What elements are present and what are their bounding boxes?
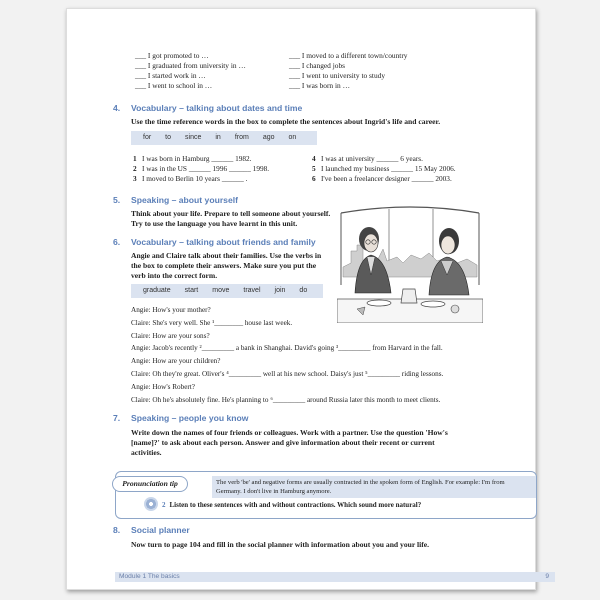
sentence: 3 I moved to Berlin 10 years ______ . [133, 174, 248, 183]
section-7-text: Write down the names of four friends or colleagues. Work with a partner. Use the question 'How's [name]?' to ask about each person. Answer and give information about their recent or current activities. [131, 428, 448, 457]
section-5-text: Think about your life. Prepare to tell someone about yourself. Try to use the language you have learnt in this unit. [131, 209, 331, 228]
page-footer [115, 572, 555, 582]
list-item: ___ I went to university to study [289, 71, 386, 80]
section-4-heading: 4. Vocabulary – talking about dates and time [113, 103, 303, 113]
section-6-heading: 6. Vocabulary – talking about friends and family [113, 237, 316, 247]
dialogue-line: Angie: How's Robert? [131, 382, 195, 391]
word-box-4 [131, 131, 317, 145]
pronunciation-tip-panel [115, 471, 537, 519]
word-box-6 [131, 284, 323, 298]
dialogue-line: Claire: Oh they're great. Oliver's ⁴_________ well at his new school. Daisy's just ⁵_________ riding lessons. [131, 369, 444, 378]
listening-task: 2 Listen to these sentences with and without contractions. Which sound more natural? [162, 501, 422, 509]
dialogue-line: Angie: How's your mother? [131, 306, 211, 314]
list-item: ___ I changed jobs [289, 61, 346, 70]
sentence: 1 I was born in Hamburg ______ 1982. [133, 154, 252, 163]
intro-left-list [135, 51, 246, 91]
dialogue-line: Angie: Jacob's recently ²_________ a bank in Shanghai. David's going ³_________ from Harvard in the fall. [131, 344, 443, 353]
list-item: ___ I went to school in … [135, 81, 213, 90]
audio-cd-icon[interactable] [144, 497, 158, 511]
section-6-instruction: Angie and Claire talk about their families. Use the verbs in the box to complete their answers. Make sure you put the verb into the correct form. [131, 251, 322, 280]
sentence: 2 I was in the US ______ 1996 ______ 1998. [133, 164, 270, 173]
list-item: ___ I started work in … [135, 71, 206, 80]
list-item: ___ I got promoted to … [135, 51, 209, 60]
word-item: join [274, 287, 286, 294]
word-item: on [288, 134, 297, 141]
sentence: 4 I was at university ______ 6 years. [312, 154, 423, 163]
word-item: in [215, 134, 221, 141]
dialogue-line: Angie: How are your children? [131, 357, 221, 366]
pronunciation-tip-text: The verb 'be' and negative forms are usually contracted in the spoken form of English. For example: I'm from Germany. I don't live in Hamburg anymore. [212, 476, 536, 498]
dialogue-line: Claire: How are your sons? [131, 331, 210, 340]
list-item: ___ I was born in … [289, 81, 350, 90]
word-item: start [184, 287, 199, 294]
section-4-left-sentences [133, 154, 269, 184]
intro-right-list [289, 51, 408, 91]
word-item: graduate [143, 287, 171, 294]
word-item: do [299, 287, 308, 294]
dialogue-line: Claire: She's very well. She ¹________ house last week. [131, 318, 293, 327]
module-label: Module 1 The basics [119, 573, 180, 580]
sentence: 5 I launched my business ______ 15 May 2006. [312, 164, 456, 173]
list-item: ___ I graduated from university in … [135, 61, 246, 70]
word-item: to [165, 134, 172, 141]
pronunciation-tip-label: Pronunciation tip [112, 476, 188, 492]
section-4-right-sentences [312, 154, 456, 184]
section-8-instruction: Now turn to page 104 and fill in the social planner with information about you and your life. [131, 540, 430, 549]
page-number: 9 [545, 573, 549, 580]
dialogue [131, 304, 443, 406]
section-4-instruction: Use the time reference words in the box to complete the sentences about Ingrid's life and career. [131, 117, 441, 126]
word-item: for [143, 134, 152, 141]
section-5-heading: 5. Speaking – about yourself [113, 195, 238, 205]
word-item: travel [243, 287, 261, 294]
worksheet-page [66, 8, 549, 590]
section-8-heading: 8. Social planner [113, 525, 190, 535]
section-7-heading: 7. Speaking – people you know [113, 413, 249, 423]
list-item: ___ I moved to a different town/country [289, 51, 408, 60]
word-item: move [212, 287, 230, 294]
word-item: ago [262, 134, 275, 141]
sentence: 6 I've been a freelancer designer ______ 2003. [312, 174, 452, 183]
dialogue-line: Claire: Oh he's absolutely fine. He's planning to ⁶_________ around Russia later this month to meet clients. [131, 395, 441, 404]
word-item: since [185, 134, 202, 141]
word-item: from [234, 134, 249, 141]
